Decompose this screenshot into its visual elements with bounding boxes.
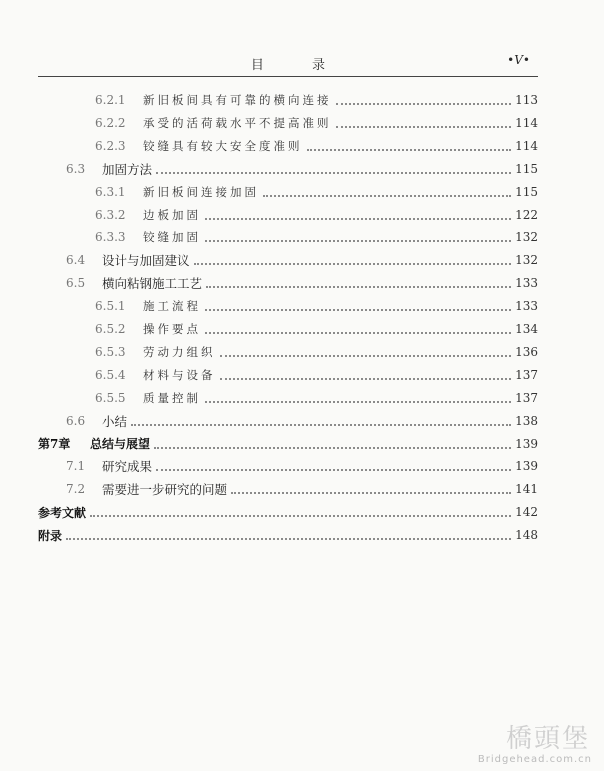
toc-entry-number: 6.2.1 [95, 93, 126, 107]
toc-entry-number: 6.2.3 [95, 138, 126, 153]
toc-entry-title: 劳动力组织 [143, 344, 216, 359]
page-header [38, 52, 538, 72]
toc-entry [66, 456, 538, 476]
toc-entry-number: 6.3.1 [95, 184, 126, 199]
toc-entry-page: 136 [515, 344, 538, 359]
toc-entry-title: 材料与设备 [143, 367, 216, 382]
toc-entry [95, 205, 538, 225]
dot-leader [336, 122, 512, 128]
toc-entry-number: 6.5.5 [95, 390, 126, 405]
toc-entry [38, 502, 538, 522]
dot-leader [220, 351, 512, 357]
toc-entry-title: 铰缝具有较大安全度准则 [143, 138, 303, 153]
dot-leader [194, 259, 512, 265]
toc-entry-page: 113 [515, 93, 538, 107]
toc-entry [66, 479, 538, 499]
toc-entry-page: 141 [515, 482, 538, 497]
toc-entry [95, 342, 538, 362]
toc-entry-page: 114 [515, 115, 538, 130]
toc-entry-title: 新旧板间连接加固 [143, 184, 259, 199]
toc-entry-page: 148 [515, 528, 538, 543]
toc-entry [95, 182, 538, 202]
dot-leader [206, 282, 511, 288]
toc-entry [38, 525, 538, 545]
dot-leader [90, 511, 511, 517]
dot-leader [156, 168, 511, 174]
toc-entry-title: 参考文献 [38, 505, 87, 520]
toc-entry-title: 附录 [38, 528, 63, 543]
toc-entry [95, 319, 538, 339]
toc-entry-page: 139 [515, 436, 538, 451]
toc-entry-page: 139 [515, 459, 538, 474]
toc-entry-number: 6.4 [66, 253, 86, 268]
watermark-url: Bridgehead.com.cn [477, 754, 592, 765]
toc-entry-number: 7.1 [66, 459, 86, 474]
toc-entry-title: 小结 [102, 413, 128, 429]
toc-entry-title: 施工流程 [143, 299, 201, 314]
toc-entry-number: 6.3 [66, 161, 86, 176]
toc-entry-title: 设计与加固建议 [102, 253, 190, 269]
toc-entry-page: 122 [515, 207, 538, 222]
toc-entry-title: 边板加固 [143, 207, 201, 222]
dot-leader [205, 397, 511, 403]
toc-entry-title: 承受的活荷载水平不提高准则 [143, 115, 332, 130]
toc-entry-number: 6.5.3 [95, 344, 126, 359]
toc-entry-number: 6.5.4 [95, 367, 126, 382]
toc-entry [95, 227, 538, 247]
toc-entry [38, 434, 538, 454]
toc-entry-title: 需要进一步研究的问题 [102, 482, 228, 498]
toc-entry [66, 159, 538, 179]
toc-entry-page: 134 [515, 322, 538, 336]
toc-entry-number: 6.2.2 [95, 115, 126, 130]
toc-entry-title: 横向粘钢施工工艺 [102, 276, 203, 292]
toc-entry-number: 6.3.2 [95, 207, 126, 222]
toc-entry-page: 114 [515, 138, 538, 153]
dot-leader [205, 305, 511, 311]
dot-leader [263, 191, 511, 197]
toc-entry [95, 90, 538, 110]
toc-entry-title: 质量控制 [143, 390, 201, 405]
dot-leader [156, 465, 511, 471]
dot-leader [336, 99, 512, 105]
toc-entry [66, 273, 538, 293]
toc-entry-title: 新旧板间具有可靠的横向连接 [143, 93, 332, 107]
dot-leader [131, 420, 511, 426]
dot-leader [220, 374, 512, 380]
toc-entry [66, 250, 538, 270]
toc-entry-title: 加固方法 [102, 161, 153, 177]
toc-entry-page: 115 [515, 184, 538, 199]
toc-entry [95, 136, 538, 156]
dot-leader [205, 328, 511, 334]
page-number: •V• [507, 53, 530, 67]
toc-entry-number: 6.3.3 [95, 230, 126, 245]
dot-leader [205, 214, 511, 220]
dot-leader [231, 488, 511, 494]
toc-entry [66, 411, 538, 431]
toc-entry-page: 137 [515, 367, 538, 382]
toc-entry [95, 296, 538, 316]
dot-leader [307, 145, 512, 151]
toc-entry-number: 6.5.1 [95, 299, 126, 314]
toc-entry-page: 138 [515, 413, 538, 428]
watermark-logo [477, 718, 598, 768]
toc-entry-title: 操作要点 [143, 322, 201, 336]
dot-leader [154, 443, 511, 449]
toc-entry-title: 铰缝加固 [143, 230, 201, 245]
toc-entry-page: 133 [515, 276, 538, 291]
toc-entry-page: 132 [515, 230, 538, 245]
toc-entry-title: 研究成果 [102, 459, 153, 475]
dot-leader [66, 534, 511, 540]
toc-entry-number: 第7章 [38, 437, 71, 451]
toc-entry-number: 7.2 [66, 482, 86, 497]
toc-entry-page: 133 [515, 299, 538, 314]
toc-entry-page: 132 [515, 253, 538, 268]
dot-leader [205, 236, 511, 242]
toc-entry-number: 6.5.2 [95, 322, 126, 336]
page-title: 目 录 [250, 58, 348, 73]
toc-entry [95, 388, 538, 408]
toc-entry-page: 142 [515, 505, 538, 520]
toc-entry [95, 113, 538, 133]
watermark-chinese: 橋頭堡 [505, 724, 590, 754]
toc-entry-number: 6.5 [66, 276, 86, 291]
toc-entry-number: 6.6 [66, 413, 86, 428]
toc-entry-page: 137 [515, 390, 538, 405]
toc-entry-title: 总结与展望 [90, 437, 151, 451]
header-rule [38, 76, 538, 77]
toc-entry [95, 365, 538, 385]
toc-entry-page: 115 [515, 161, 538, 176]
